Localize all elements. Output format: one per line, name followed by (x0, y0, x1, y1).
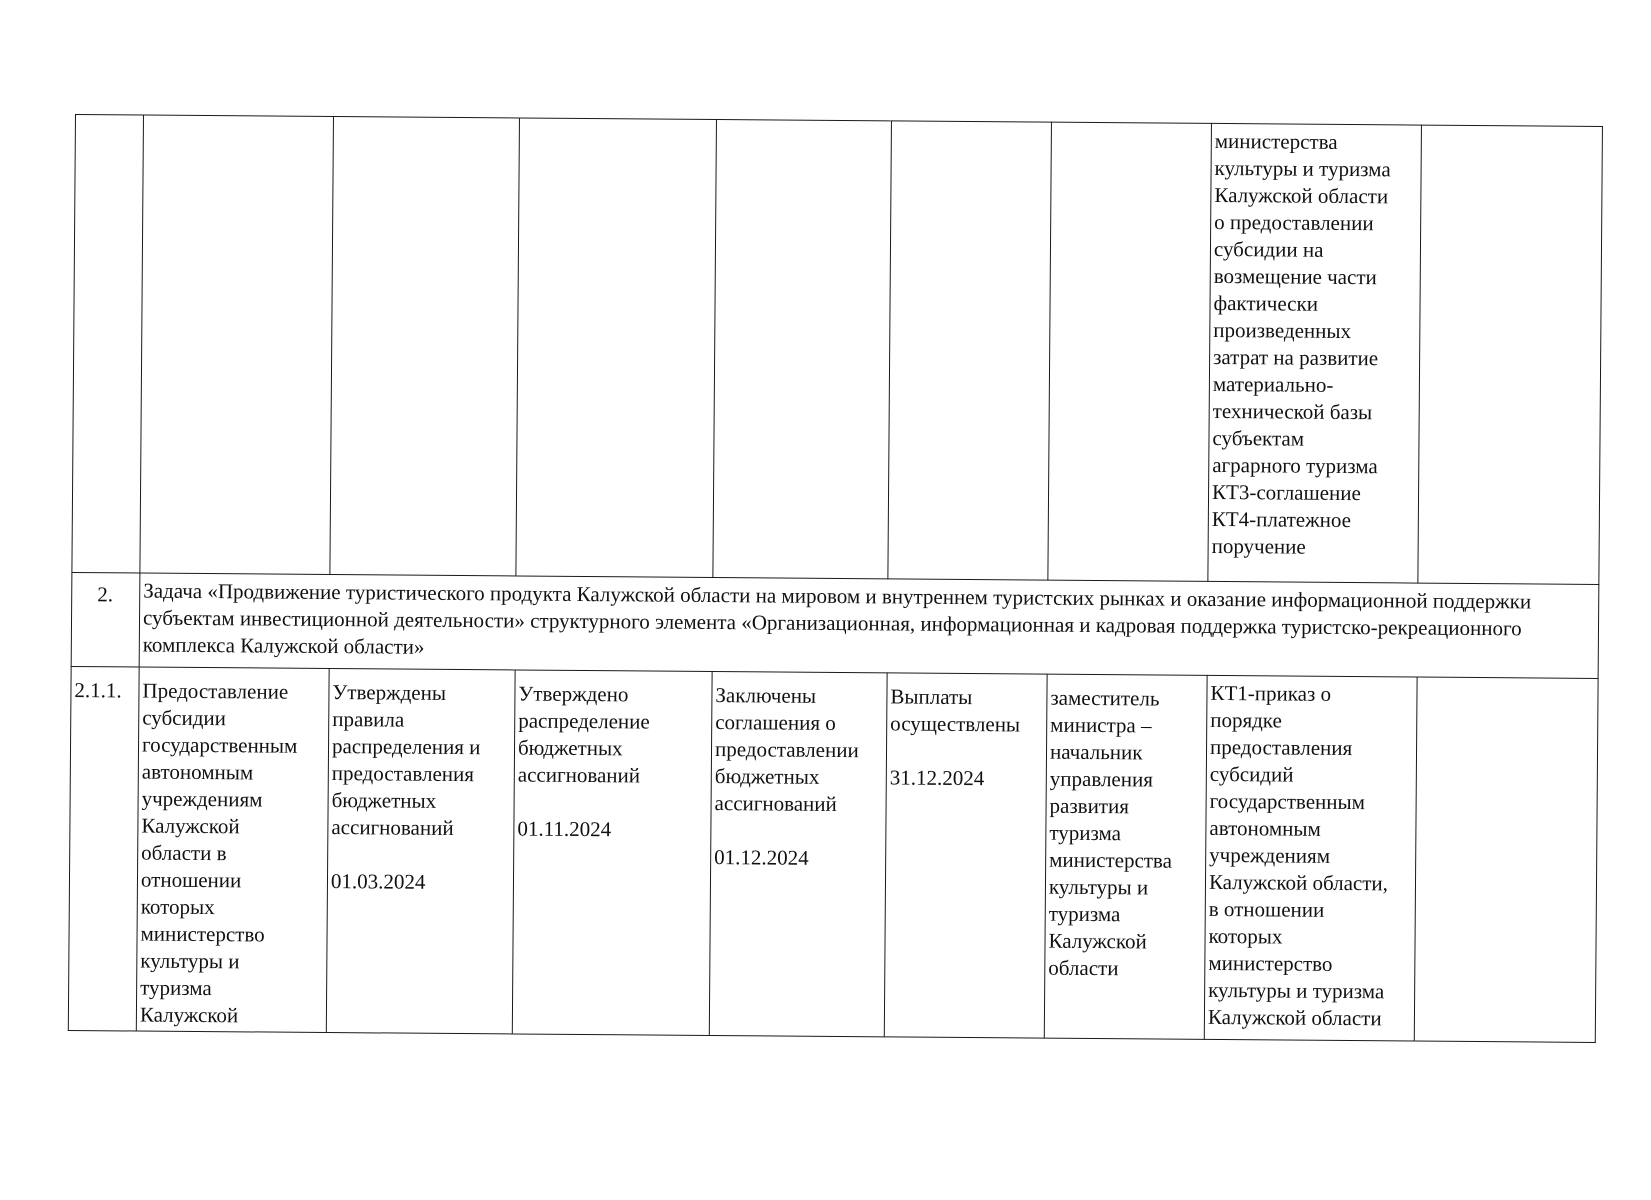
table-row-continued (72, 115, 1603, 585)
table-row-task (71, 572, 1599, 678)
checkpoint2-text: Утверждено распределение бюджетных ассигнований (517, 681, 650, 788)
measure-name: Предоставление субсидии государственным автономным учреждениям Калужской области в отношении которых министерство культуры и туризма Калужской (136, 667, 329, 1032)
plan-table (68, 114, 1603, 1043)
control-documents: КТ1-приказ о порядке предоставления субсидий государственным автономным учреждениям Калужской области, в отношении которых министерство культуры и туризма Калужской области (1204, 675, 1417, 1041)
responsible-person: заместитель министра – начальник управления развития туризма министерства культуры и туризма Калужской области (1044, 674, 1207, 1039)
checkpoint1-cell (326, 669, 515, 1034)
cell-checkpoint4-empty (888, 121, 1052, 580)
cell-checkpoint3-empty (713, 120, 892, 579)
cell-extra-empty (1418, 125, 1603, 584)
cell-responsible-empty (1048, 122, 1212, 581)
checkpoint1-date: 01.03.2024 (330, 869, 426, 894)
cell-extra-empty-2 (1414, 677, 1598, 1042)
checkpoint3-text: Заключены соглашения о предоставлении бюджетных ассигнований (714, 683, 859, 817)
checkpoint2-cell (512, 670, 712, 1036)
checkpoint2-date: 01.11.2024 (517, 816, 612, 842)
cell-name-empty (140, 115, 334, 574)
checkpoint4-date: 31.12.2024 (889, 765, 985, 791)
checkpoint4-text: Выплаты осуществлены (890, 684, 1021, 737)
task-description: Задача «Продвижение туристического продукта Калужской области на мировом и внутреннем туристских рынках и оказание информационной поддержки субъектам инвестиционной деятельности» структурного элемента «Организационная, информационная и кадровая поддержка туристско-рекреационного комплекса Калужской области» (139, 573, 1599, 678)
checkpoint3-cell (709, 672, 887, 1037)
checkpoint3-date: 01.12.2024 (714, 845, 809, 870)
checkpoint4-cell (884, 673, 1047, 1038)
task-number: 2. (71, 572, 140, 667)
checkpoint1-text: Утверждены правила распределения и предоставления бюджетных ассигнований (331, 680, 481, 840)
cell-documents-continued: министерства культуры и туризма Калужской области о предоставлении субсидии на возмещение части фактически произведенных затрат на развитие материально- технической базы субъектам аграрного туризма КТ3-соглашение КТ4-платежное поручение (1208, 123, 1422, 583)
cell-checkpoint1-empty (330, 117, 520, 576)
table-row-measure (68, 666, 1598, 1042)
cell-number-empty (72, 115, 144, 574)
measure-number: 2.1.1. (68, 666, 139, 1031)
cell-checkpoint2-empty (516, 118, 717, 578)
